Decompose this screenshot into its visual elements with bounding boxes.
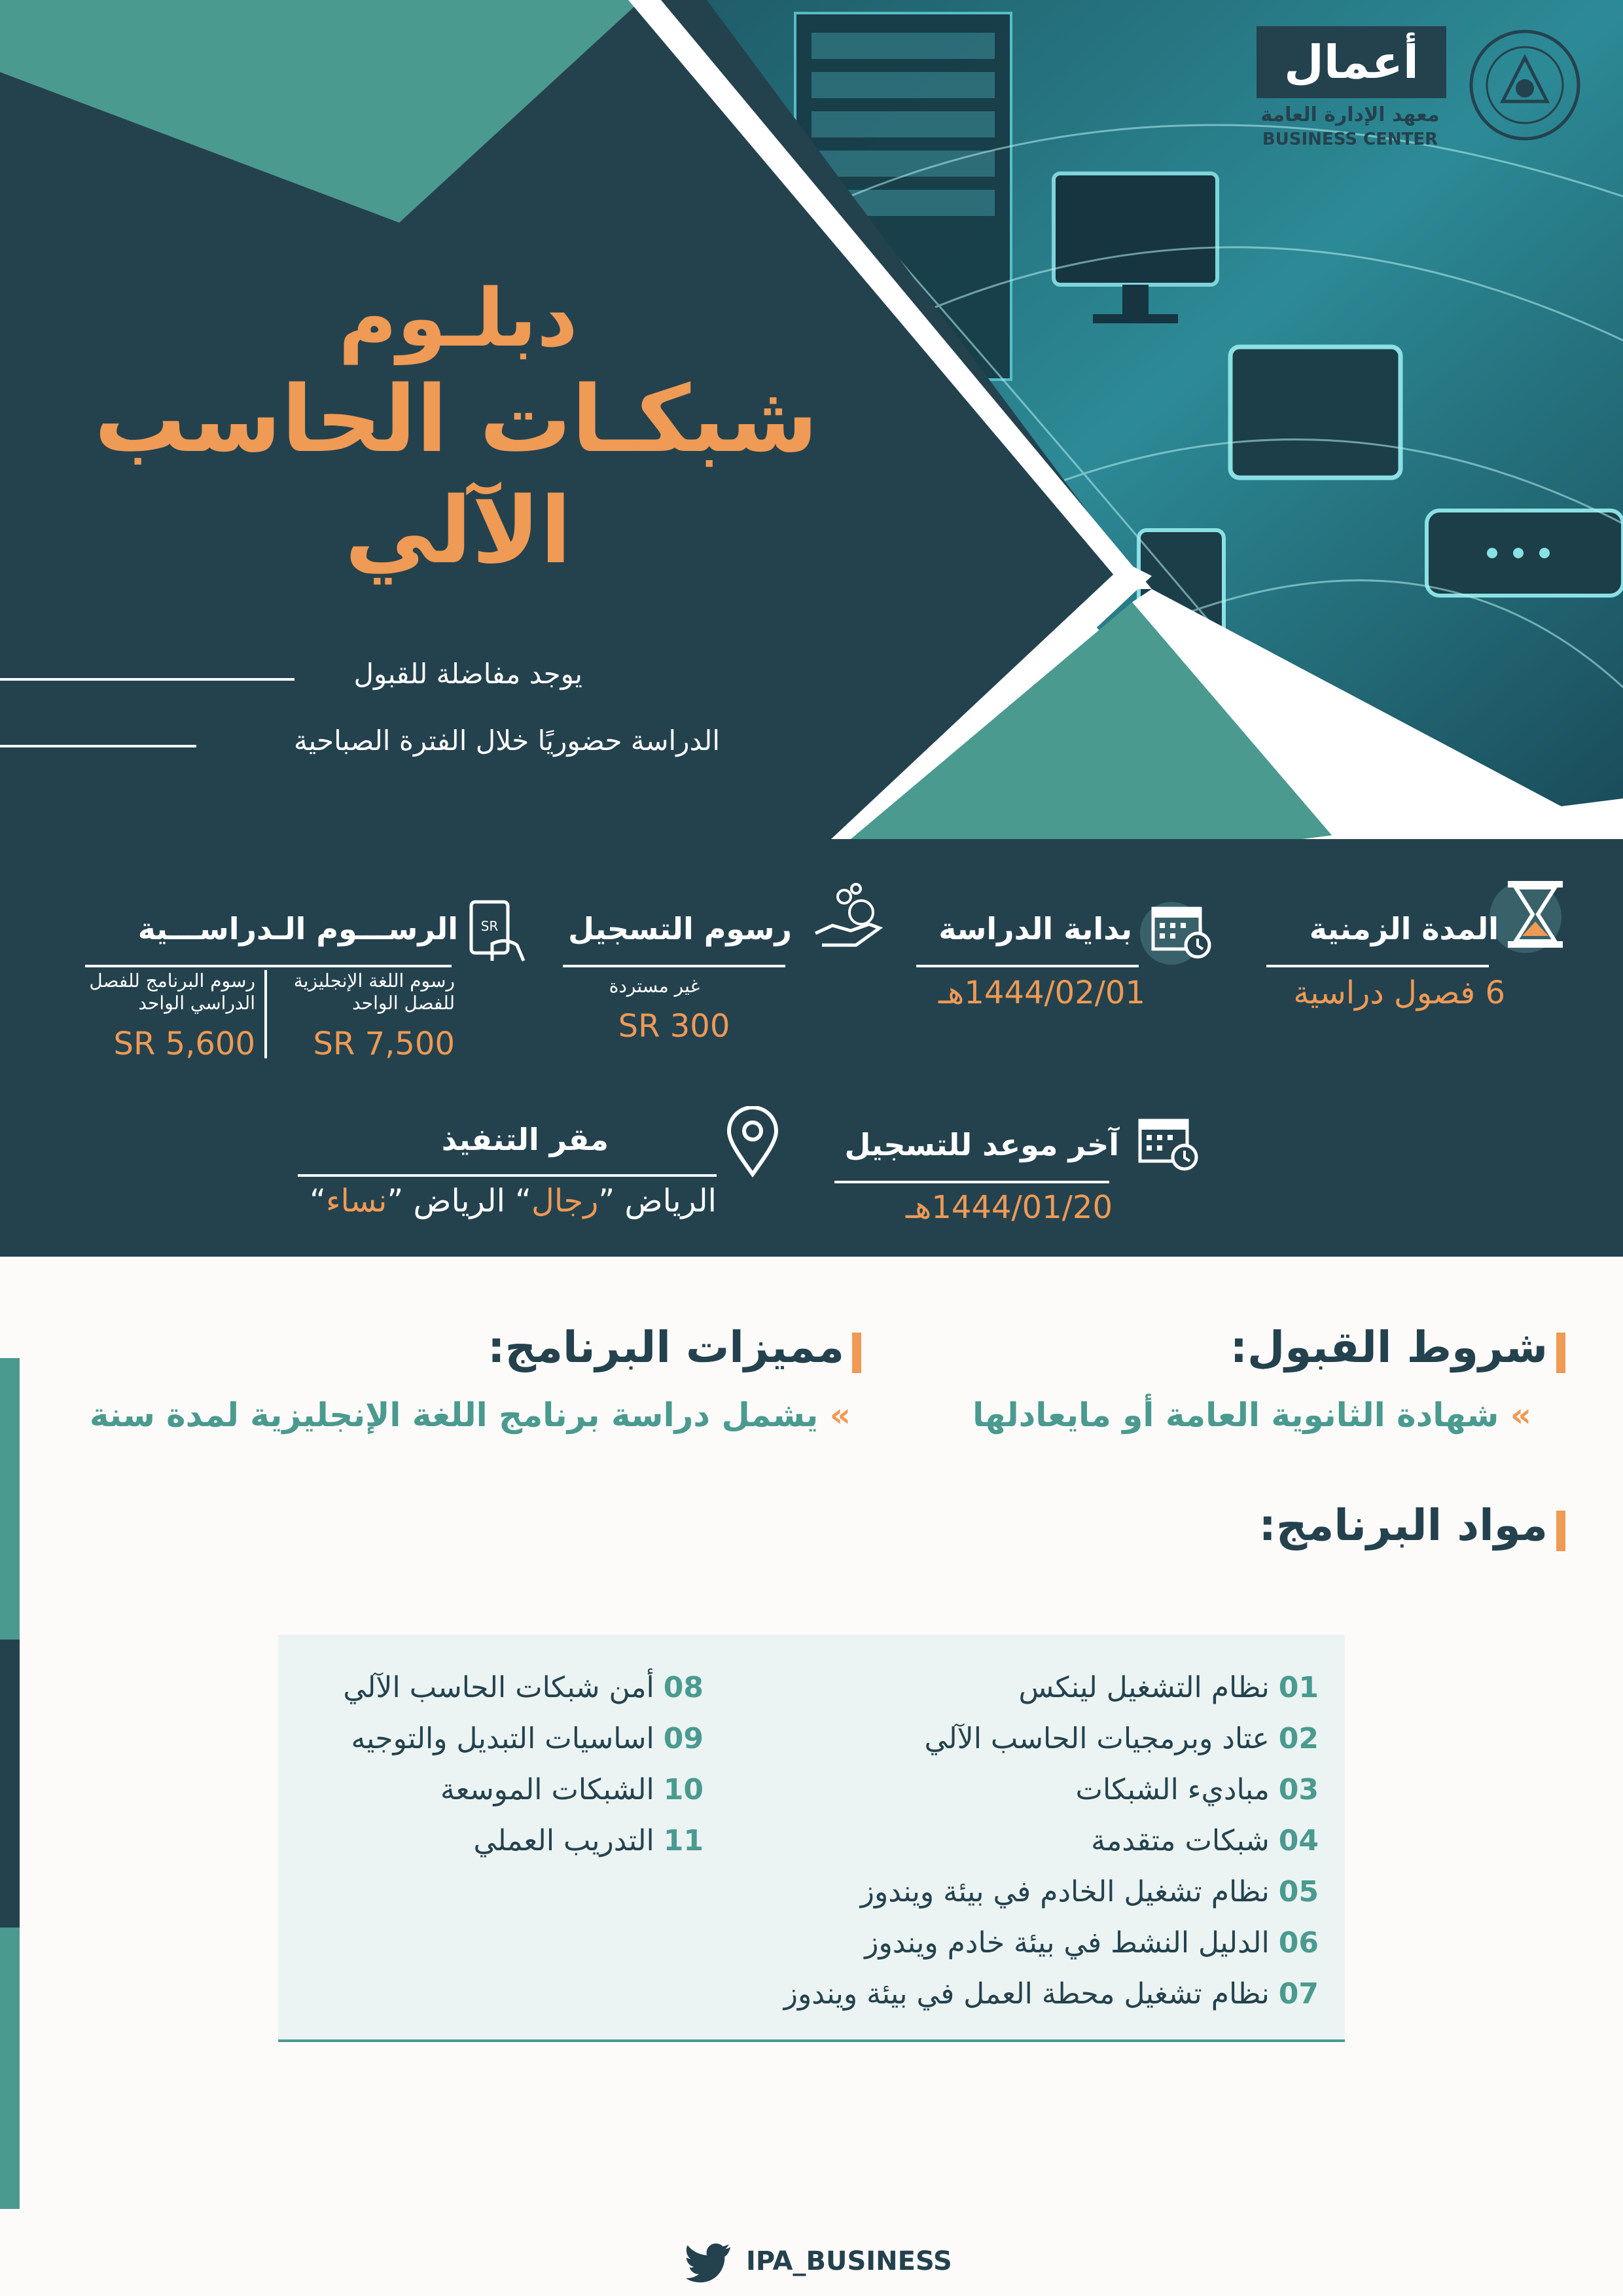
institute-seal-logo bbox=[1466, 20, 1584, 151]
side-accent bbox=[0, 1640, 20, 1928]
info-band bbox=[0, 839, 1623, 1257]
preference-note: يوجد مفاضلة للقبول bbox=[353, 658, 582, 690]
admission-item: » شهادة الثانوية العامة أو مايعادلها bbox=[972, 1396, 1531, 1434]
course-item: 03 مباديء الشبكات bbox=[1075, 1773, 1319, 1806]
coin-hand-icon bbox=[813, 882, 885, 954]
features-heading: مميزات البرنامج: bbox=[488, 1322, 844, 1372]
course-item: 04 شبكات متقدمة bbox=[1091, 1824, 1319, 1857]
twitter-handle[interactable]: IPA_BUSINESS bbox=[746, 2246, 952, 2276]
course-item: 11 التدريب العملي bbox=[473, 1824, 704, 1857]
brand-name-en: BUSINESS CENTER bbox=[1262, 130, 1438, 149]
program-fee-value: 5,600 SR bbox=[113, 1026, 255, 1062]
duration-value: 6 فصول دراسية bbox=[1293, 975, 1505, 1011]
english-fee-value: 7,500 SR bbox=[313, 1026, 455, 1062]
attendance-note: الدراسة حضوريًا خلال الفترة الصباحية bbox=[293, 725, 720, 757]
deadline-title: آخر موعد للتسجيل bbox=[844, 1127, 1119, 1162]
location-title: مقر التنفيذ bbox=[441, 1122, 609, 1157]
course-item: 01 نظام التشغيل لينكس bbox=[1018, 1671, 1319, 1704]
english-fee-note: رسوم اللغة الإنجليزية للفصل الواحد bbox=[293, 970, 455, 1014]
course-item: 02 عتاد وبرمجيات الحاسب الآلي bbox=[924, 1722, 1319, 1755]
course-item: 08 أمن شبكات الحاسب الآلي bbox=[343, 1671, 704, 1704]
note-divider bbox=[0, 745, 196, 747]
course-item: 07 نظام تشغيل محطة العمل في بيئة ويندوز bbox=[783, 1977, 1319, 2011]
program-fee-note: رسوم البرنامج للفصل الدراسي الواحد bbox=[89, 970, 255, 1014]
svg-text:SR: SR bbox=[480, 918, 499, 934]
business-center-logo bbox=[1242, 26, 1458, 157]
side-accent bbox=[0, 1358, 20, 1640]
title-line-1: دبلـوم bbox=[338, 272, 578, 365]
title-line-3: الآلي bbox=[344, 478, 572, 584]
hero-section bbox=[0, 0, 1623, 839]
course-item: 10 الشبكات الموسعة bbox=[440, 1773, 704, 1806]
registration-fee-note: غير مستردة bbox=[609, 975, 700, 997]
course-item: 06 الدليل النشط في بيئة خادم ويندوز bbox=[865, 1926, 1319, 1960]
location-men: رجال bbox=[531, 1183, 599, 1219]
start-title: بداية الدراسة bbox=[938, 911, 1132, 946]
calendar-icon bbox=[1150, 902, 1213, 961]
tuition-title: الرســـوم الـدراســـية bbox=[137, 911, 458, 946]
side-accent bbox=[0, 1928, 20, 2209]
features-item: » يشمل دراسة برنامج اللغة الإنجليزية لمدة سنة bbox=[89, 1396, 851, 1434]
duration-title: المدة الزمنية bbox=[1309, 911, 1499, 946]
title-line-2: شبكـات الحاسب bbox=[94, 367, 818, 473]
seal-icon bbox=[1466, 20, 1584, 151]
location-women: نساء bbox=[325, 1183, 387, 1219]
deadline-value: 1444/01/20هـ bbox=[905, 1189, 1113, 1226]
registration-fee-title: رسوم التسجيل bbox=[568, 911, 792, 946]
course-item: 09 اساسيات التبديل والتوجيه bbox=[351, 1722, 704, 1755]
calendar-icon bbox=[1137, 1114, 1200, 1173]
admission-heading: شروط القبول: bbox=[1230, 1322, 1548, 1372]
twitter-bird-icon[interactable] bbox=[686, 2242, 737, 2284]
start-value: 1444/02/01هـ bbox=[938, 975, 1145, 1011]
courses-panel bbox=[278, 1635, 1345, 2042]
course-item: 05 نظام تشغيل الخادم في بيئة ويندوز bbox=[860, 1875, 1319, 1909]
registration-fee-value: 300 SR bbox=[618, 1008, 730, 1045]
location-pin-icon bbox=[725, 1106, 780, 1178]
brand-mark: أعمال bbox=[1257, 26, 1446, 98]
brand-name-ar: معهد الإدارة العامة bbox=[1260, 103, 1440, 126]
courses-heading: مواد البرنامج: bbox=[1258, 1500, 1548, 1551]
hourglass-icon bbox=[1505, 878, 1565, 950]
money-icon bbox=[466, 898, 529, 963]
footer bbox=[686, 2232, 961, 2291]
location-value: الرياض ”رجال“ الرياض ”نساء“ bbox=[310, 1183, 717, 1219]
note-divider bbox=[0, 678, 294, 681]
tuition-divider bbox=[264, 970, 267, 1058]
